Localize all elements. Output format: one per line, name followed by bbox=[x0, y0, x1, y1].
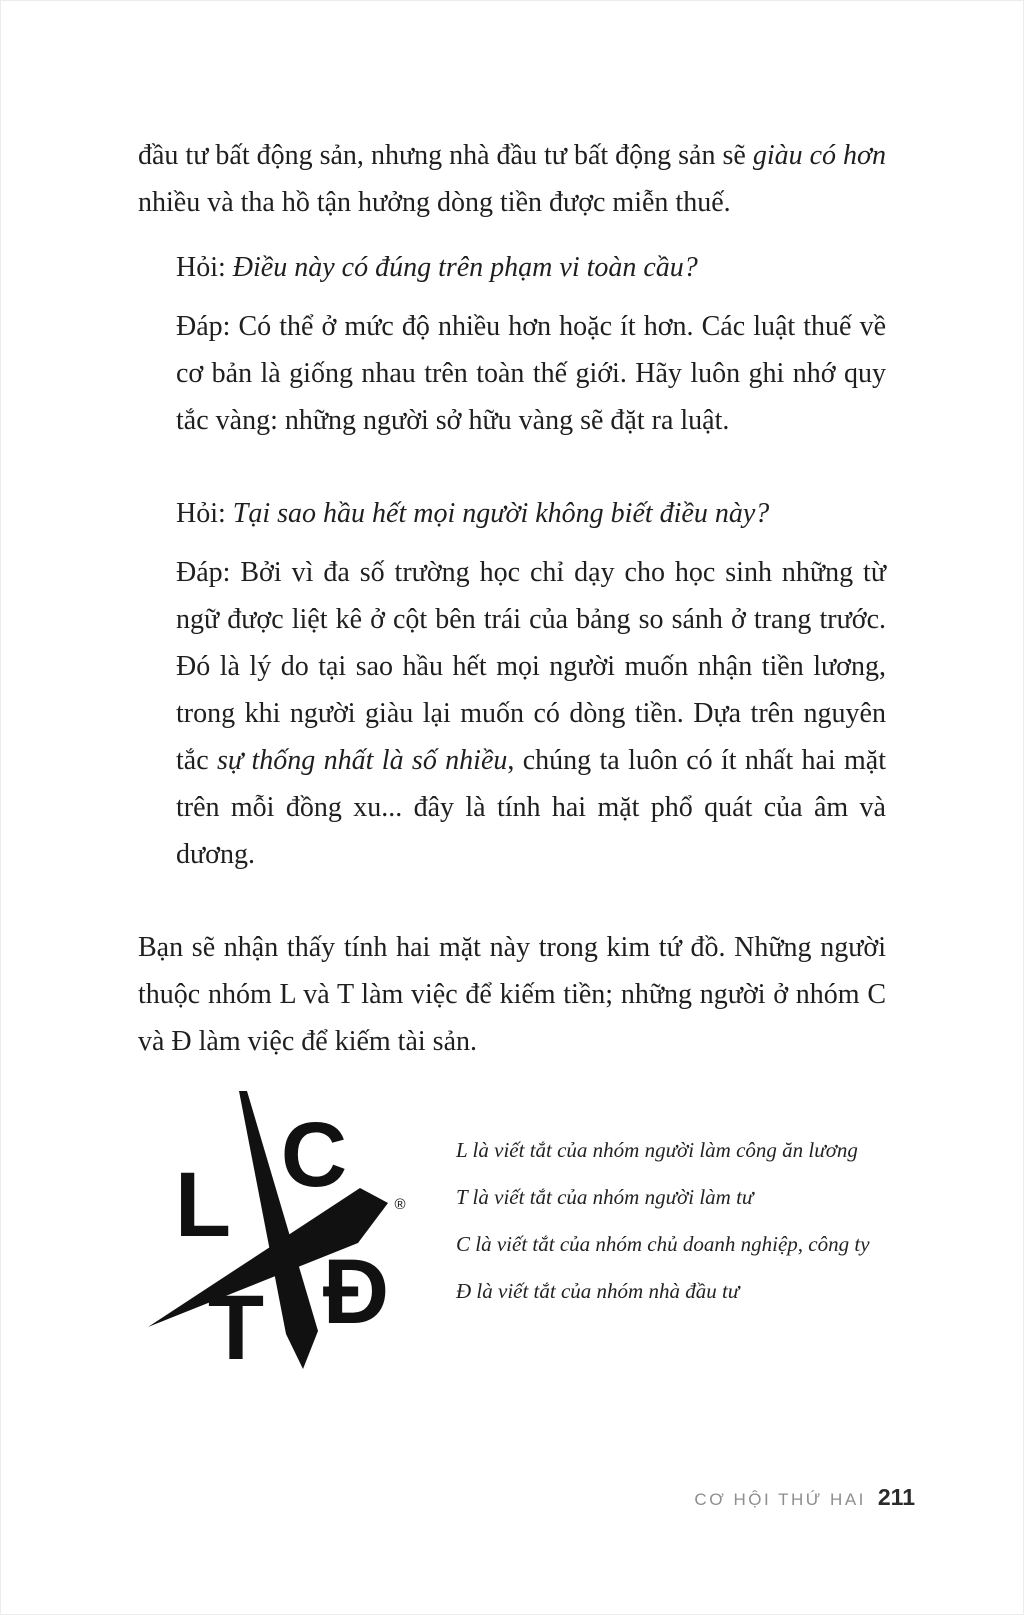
paragraph-intro bbox=[138, 132, 886, 226]
answer-2-text-italic: sự thống nhất là số nhiều bbox=[217, 745, 508, 776]
legend-line-L: L là viết tắt của nhóm người làm công ăn lương bbox=[456, 1137, 858, 1162]
registered-trademark-icon: ® bbox=[394, 1196, 406, 1213]
answer-2-text-2: , chúng ta luôn có ít nhất hai mặt trên mỗi đồng xu... đây là tính hai mặt phổ quát của âm và dương. bbox=[176, 745, 886, 870]
legend-line-C: C là viết tắt của nhóm chủ doanh nghiệp, công ty bbox=[456, 1231, 870, 1256]
paragraph-closing: Bạn sẽ nhận thấy tính hai mặt này trong kim tứ đồ. Những người thuộc nhóm L và T làm việc để kiếm tiền; những người ở nhóm C và Đ làm việc để kiếm tài sản. bbox=[138, 932, 886, 1057]
cashflow-quadrant-figure bbox=[148, 1091, 886, 1376]
intro-text-1: đầu tư bất động sản, nhưng nhà đầu tư bất động sản sẽ bbox=[138, 140, 753, 171]
legend-line-T: T là viết tắt của nhóm người làm tư bbox=[456, 1184, 754, 1209]
quadrant-letter-L: L bbox=[174, 1154, 232, 1256]
answer-2-text-1: Đáp: Bởi vì đa số trường học chỉ dạy cho học sinh những từ ngữ được liệt kê ở cột bên trái của bảng so sánh ở trang trước. Đó là lý do tại sao hầu hết mọi người muốn nhận tiền lương, trong khi người giàu lại muốn có dòng tiền. Dựa trên nguyên tắc bbox=[176, 557, 886, 776]
page-number: 211 bbox=[877, 1484, 915, 1510]
answer-1: Đáp: Có thể ở mức độ nhiều hơn hoặc ít hơn. Các luật thuế về cơ bản là giống nhau trên toàn thế giới. Hãy luôn ghi nhớ quy tắc vàng: những người sở hữu vàng sẽ đặt ra luật. bbox=[176, 311, 886, 436]
quadrant-letter-T: T bbox=[207, 1277, 265, 1376]
question-2 bbox=[176, 490, 886, 537]
page-footer bbox=[694, 1484, 915, 1511]
question-2-text: Tại sao hầu hết mọi người không biết điều này? bbox=[232, 498, 770, 529]
quadrant-legend bbox=[456, 1127, 870, 1341]
answer-2 bbox=[176, 549, 886, 878]
intro-text-2: nhiều và tha hồ tận hưởng dòng tiền được miễn thuế. bbox=[138, 187, 731, 218]
quadrant-letter-D: Đ bbox=[322, 1241, 390, 1343]
quadrant-letter-C: C bbox=[280, 1104, 348, 1206]
question-1 bbox=[176, 244, 886, 291]
question-1-text: Điều này có đúng trên phạm vi toàn cầu? bbox=[232, 252, 698, 283]
qa-block-2 bbox=[176, 490, 886, 878]
question-2-prefix: Hỏi: bbox=[176, 498, 233, 529]
intro-text-italic: giàu có hơn bbox=[752, 140, 886, 171]
cashflow-quadrant-logo bbox=[148, 1091, 414, 1376]
question-1-prefix: Hỏi: bbox=[176, 252, 233, 283]
running-title: CƠ HỘI THỨ HAI bbox=[694, 1490, 866, 1509]
legend-line-D: Đ là viết tắt của nhóm nhà đầu tư bbox=[456, 1278, 740, 1303]
qa-block-1 bbox=[176, 244, 886, 444]
